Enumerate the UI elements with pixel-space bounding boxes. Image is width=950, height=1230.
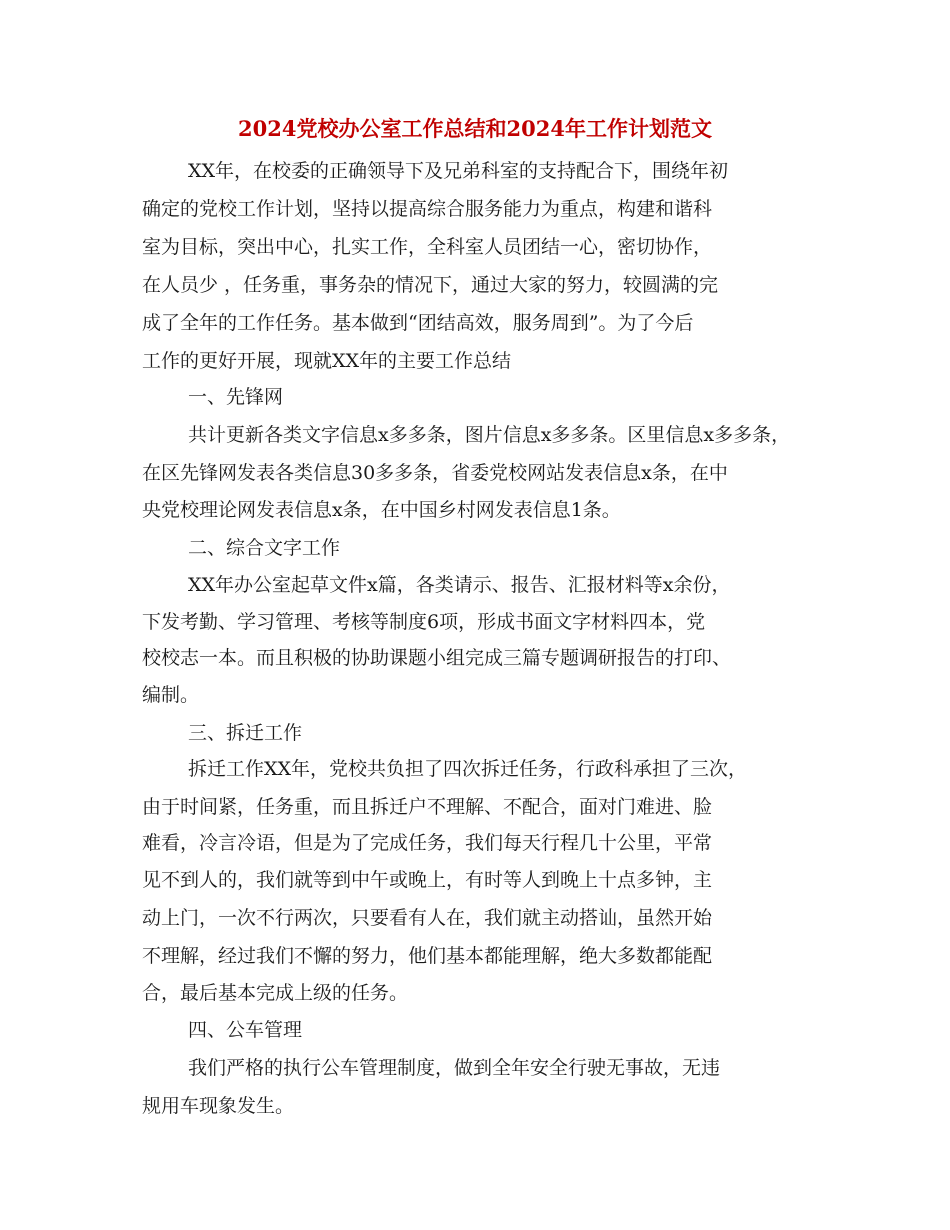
paragraph-line: XX年办公室起草文件x篇，各类请示、报告、汇报材料等x余份， xyxy=(188,574,731,596)
paragraph-line: 编制。 xyxy=(142,684,200,706)
section-heading: 四、公车管理 xyxy=(188,1019,303,1041)
paragraph-line: 下发考勤、学习管理、考核等制度6项，形成书面文字材料四本，党 xyxy=(142,611,706,633)
paragraph-line: 成了全年的工作任务。基本做到“团结高效，服务周到”。为了今后 xyxy=(142,312,694,334)
paragraph-line: 见不到人的，我们就等到中午或晚上，有时等人到晚上十点多钟，主 xyxy=(142,869,713,891)
paragraph-line: 难看，冷言冷语，但是为了完成任务，我们每天行程几十公里，平常 xyxy=(142,832,713,854)
paragraph-line: 确定的党校工作计划，坚持以提高综合服务能力为重点，构建和谐科 xyxy=(142,198,713,220)
paragraph-line: 室为目标，突出中心，扎实工作，全科室人员团结一心，密切协作， xyxy=(142,236,713,258)
paragraph-line: 工作的更好开展，现就XX年的主要工作总结 xyxy=(142,350,512,372)
paragraph-line: 校校志一本。而且积极的协助课题小组完成三篇专题调研报告的打印、 xyxy=(142,647,732,669)
paragraph-line: 在区先锋网发表各类信息30多多条，省委党校网站发表信息x条，在中 xyxy=(142,462,728,484)
section-heading: 三、拆迁工作 xyxy=(188,722,303,744)
paragraph-line: 共计更新各类文字信息x多多条，图片信息x多多条。区里信息x多多条， xyxy=(188,424,791,446)
section-heading: 一、先锋网 xyxy=(188,386,284,408)
paragraph-line: 由于时间紧，任务重，而且拆迁户不理解、不配合，面对门难进、脸 xyxy=(142,796,713,818)
paragraph-line: 在人员少 ，任务重，事务杂的情况下，通过大家的努力，较圆满的完 xyxy=(142,274,719,296)
document-title: 2024党校办公室工作总结和2024年工作计划范文 xyxy=(238,116,712,141)
paragraph-line: 拆迁工作XX年，党校共负担了四次拆迁任务，行政科承担了三次， xyxy=(188,758,748,780)
paragraph-line: 合，最后基本完成上级的任务。 xyxy=(142,982,409,1004)
paragraph-line: 不理解，经过我们不懈的努力，他们基本都能理解，绝大多数都能配 xyxy=(142,945,713,967)
paragraph-line: XX年，在校委的正确领导下及兄弟科室的支持配合下，围绕年初 xyxy=(188,160,729,182)
paragraph-line: 规用车现象发生。 xyxy=(142,1095,295,1117)
paragraph-line: 动上门，一次不行两次，只要看有人在，我们就主动搭讪，虽然开始 xyxy=(142,907,713,929)
paragraph-line: 央党校理论网发表信息x条，在中国乡村网发表信息1条。 xyxy=(142,499,621,521)
paragraph-line: 我们严格的执行公车管理制度，做到全年安全行驶无事故，无违 xyxy=(188,1057,721,1079)
section-heading: 二、综合文字工作 xyxy=(188,537,341,559)
